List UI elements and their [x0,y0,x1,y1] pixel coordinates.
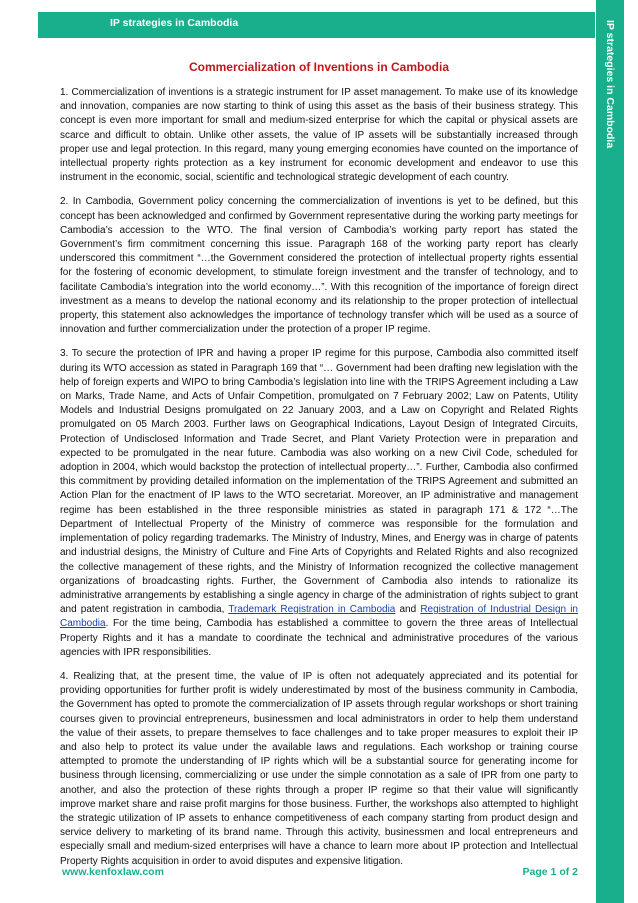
paragraph-3 [60,347,578,659]
paragraph-4: 4. Realizing that, at the present time, the value of IP is often not adequately appreciated and its potential for providing opportunities for further profit is widely underestimated by most of the business community in Cambodia, the Government has opted to promote the commercialization of IP assets through regular workshops or short training courses given to provincial entrepreneurs, businessmen and local administrators in order to help them understand the value of their assets, to prepare themselves to face challenges and to take proper measures to exploit their IP and also help to protect its value under the available laws and regulations. Each workshop or training course attempted to promote the understanding of IP rights which will be a substantial source for generating income for business through licensing, commercializing or use under the simple connotation as a sale of IPR from one party to another, and also the protection of these rights through a proper IP regime so that their value will significantly improve market share and raise profit margins for those business. Further, the workshops also attempted to highlight the strategic utilization of IP assets to enhance competitiveness of each company starting from product design and service delivery to marketing of its brand name. Through this activity, businessmen and local entrepreneurs and especially small and medium-sized enterprises will have a chance to learn more about IP protection and Intellectual Property Rights acquisition in order to avoid disputes and expensive litigation. [60,670,578,867]
document-title: Commercialization of Inventions in Cambodia [188,60,450,74]
paragraph-1: 1. Commercialization of inventions is a strategic instrument for IP asset management. To make use of its knowledge and innovation, companies are now starting to think of using this asset as the basis of their business strategy. This concept is even more important for small and medium-sized enterprise for which the capital or physical assets are scarce and difficult to obtain. Unlike other assets, the value of IP assets will be substantially increased through proper use and legal protection. In this regard, many young emerging economies have counted on the importance of intellectual property rights protection as a key instrument for economic development and endeavor to use this instrument in the economic, social, scientific and technological strategic development of each country. [60,87,578,184]
paragraph-3-text-b: and [395,604,421,616]
header-title: IP strategies in Cambodia [110,17,239,29]
paragraph-3-text-a: 3. To secure the protection of IPR and having a proper IP regime for this purpose, Cambodia also committed itself during its WTO accession as stated in Paragraph 169 that “… Government had been drafting new legislation with the help of foreign experts and WIPO to bring Cambodia’s legislation into line with the TRIPS Agreement including a Law on Marks, Trade Name, and Acts of Unfair Competition, promulgated on 7 February 2002; Law on Patents, Utility Models and Industrial Designs promulgated on 22 January 2003, and a Law on Copyright and Related Rights promulgated on 05 March 2003. Further laws on Geographical Indications, Layout Design of Integrated Circuits, Protection of Undisclosed Information and Trade Secret, and Plant Variety Protection were in preparation and expected to be promulgated in the near future. Cambodia was also working on a new Civil Code, scheduled for adoption in 2004, which would backstop the protection of intellectual property…”. Further, Cambodia also confirmed this commitment by providing detailed information on the implementation of the TRIPS Agreement and submitted an Action Plan for the enactment of IP laws to the WTO secretariat. Moreover, an IP administrative and management regime has been established in the three responsible ministries as stated in paragraph 171 & 172 “…The Department of Intellectual Property of the Ministry of commerce was responsible for the formulation and implementation of policy regarding trademarks. The Ministry of Industry, Mines, and Energy was in charge of patents and industrial designs, the Ministry of Culture and Fine Arts of Copyrights and Related Rights and also recognized the collective management of these rights, and the Ministry of Information recognized the collective management organizations of broadcasting rights. Further, the Government of Cambodia also intends to rationalize its administrative arrangements by establishing a single agency in charge of the administration of rights subject to grant and patent registration in cambodia, [60,348,578,616]
document-body [60,86,578,879]
footer-url[interactable]: www.kenfoxlaw.com [62,866,164,878]
footer-page-number: Page 1 of 2 [522,866,578,878]
paragraph-3-text-c: . For the time being, Cambodia has established a committee to govern the three areas of Intellectual Property Rights and it has a mandate to coordinate the technical and administrative procedures of the various agencies with IPR responsibilities. [60,618,578,658]
side-label: IP strategies in Cambodia [604,20,616,149]
trademark-registration-link[interactable]: Trademark Registration in Cambodia [228,604,396,616]
industrial-design-registration-link[interactable]: Registration of Industrial Design in Cambodia [60,604,578,630]
paragraph-2: 2. In Cambodia, Government policy concerning the commercialization of inventions is yet to be defined, but this concept has been acknowledged and confirmed by Government representative during the working party meetings for Cambodia’s accession to the WTO. The final version of Cambodia’s working party report has stated the Government’s firm commitment concerning this issue. Paragraph 168 of the working party report has clearly underscored this commitment “…the Government considered the protection of intellectual property rights essential for the fostering of economic development, to stimulate foreign investment and the transfer of technology, and to facilitate Cambodia’s integration into the world economy…”. With this recognition of the importance of foreign direct investment as a means to develop the national economy and its relationship to the proper protection of intellectual property, this statement also acknowledges the importance of technology transfer which will be used as a source of innovation and further commercialization under the protection of a proper IP regime. [60,196,578,336]
